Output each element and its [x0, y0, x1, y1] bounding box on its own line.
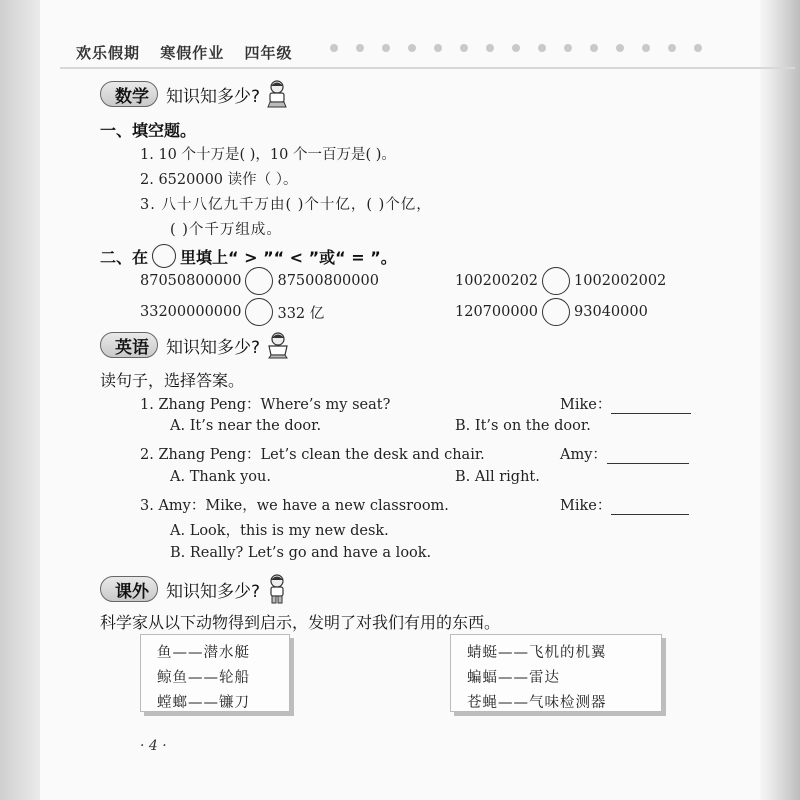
comparison-row: [140, 267, 379, 295]
page-number: · 4 ·: [140, 738, 167, 754]
english-q2-option-b: B. All right.: [455, 469, 540, 485]
english-q1: 1. Zhang Peng：Where’s my seat?: [140, 397, 391, 413]
invention-pair: 苍蝇——气味检测器: [467, 695, 607, 711]
math-item-3: 3. 八十八亿九千万由( )个十亿，( )个亿，: [140, 197, 432, 213]
english-q3-option-a: A. Look，this is my new desk.: [170, 523, 389, 539]
english-q3-speaker: Mike：: [560, 498, 612, 514]
extra-tag-pill: 课外: [100, 576, 158, 602]
math-item-1: 1. 10 个十万是( )，10 个一百万是( )。: [140, 147, 396, 163]
comparison-left: 100200202: [455, 273, 539, 289]
invention-pair: 蜻蜓——飞机的机翼: [467, 645, 607, 661]
header-dots: [330, 44, 702, 52]
invention-pair: 螳螂——镰刀: [157, 695, 250, 711]
english-q2-answer: [560, 443, 689, 464]
english-q1-speaker: Mike：: [560, 397, 612, 413]
math-q2-heading-pre: 二、在: [100, 247, 149, 267]
english-q3: 3. Amy：Mike，we have a new classroom.: [140, 498, 449, 514]
invention-box-right: [450, 634, 662, 712]
comparison-row: [455, 267, 666, 295]
comparison-right: 332 亿: [277, 305, 325, 322]
child-reading-icon: [266, 80, 288, 108]
comparison-left: 120700000: [455, 304, 539, 320]
header-divider: [60, 67, 795, 69]
invention-pair: 鱼——潜水艇: [157, 645, 250, 661]
math-q1-heading: 一、填空题。: [100, 121, 197, 140]
header-grade: 四年级: [244, 44, 293, 62]
comparison-right: 1002002002: [574, 273, 667, 289]
comparison-right: 93040000: [574, 304, 648, 320]
english-q2-option-a: A. Thank you.: [170, 469, 271, 485]
extra-section-tag: [100, 575, 288, 603]
math-tag-pill: 数学: [100, 81, 158, 107]
math-q2-heading: [100, 244, 397, 268]
child-standing-icon: [266, 574, 288, 604]
answer-blank[interactable]: [607, 447, 689, 464]
compare-circle-sample: [152, 244, 176, 268]
page-edge-right: [760, 0, 800, 800]
comparison-right: 87500800000: [277, 273, 379, 289]
comparison-row: [455, 298, 648, 326]
english-q2: 2. Zhang Peng：Let’s clean the desk and chair.: [140, 447, 485, 463]
header-book: 寒假作业: [160, 44, 225, 62]
english-q3-answer: [560, 494, 689, 515]
english-q1-option-b: B. It’s on the door.: [455, 418, 591, 434]
english-q2-speaker: Amy：: [560, 447, 607, 463]
invention-pair: 蝙蝠——雷达: [467, 670, 560, 686]
english-q1-option-a: A. It’s near the door.: [170, 418, 322, 434]
english-tag-pill: 英语: [100, 332, 158, 358]
english-q3-option-b: B. Really? Let’s go and have a look.: [170, 545, 432, 561]
extra-intro: 科学家从以下动物得到启示，发明了对我们有用的东西。: [100, 613, 501, 632]
math-section-tag: [100, 80, 288, 108]
comparison-answer-circle[interactable]: [542, 267, 570, 295]
math-item-2: 2. 6520000 读作（ ）。: [140, 172, 298, 188]
english-section-tag: [100, 331, 290, 359]
comparison-answer-circle[interactable]: [245, 298, 273, 326]
math-item-3-cont: ( )个千万组成。: [170, 222, 282, 238]
answer-blank[interactable]: [611, 498, 689, 515]
english-instruction: 读句子，选择答案。: [100, 371, 245, 390]
extra-tag-title: 知识知多少?: [166, 581, 261, 602]
english-q1-answer: [560, 393, 691, 414]
comparison-row: [140, 298, 324, 326]
english-tag-title: 知识知多少?: [166, 337, 261, 358]
invention-box-left: [140, 634, 290, 712]
math-q2-heading-post: 里填上“ > ”“ < ”或“ = ”。: [180, 247, 397, 267]
header-series: 欢乐假期: [76, 44, 141, 62]
page-header: [76, 42, 307, 63]
comparison-left: 87050800000: [140, 273, 242, 289]
math-tag-title: 知识知多少?: [166, 86, 261, 107]
child-reading-icon: [266, 331, 290, 359]
comparison-answer-circle[interactable]: [542, 298, 570, 326]
comparison-answer-circle[interactable]: [245, 267, 273, 295]
comparison-left: 33200000000: [140, 304, 242, 320]
invention-pair: 鲸鱼——轮船: [157, 670, 250, 686]
answer-blank[interactable]: [611, 397, 691, 414]
